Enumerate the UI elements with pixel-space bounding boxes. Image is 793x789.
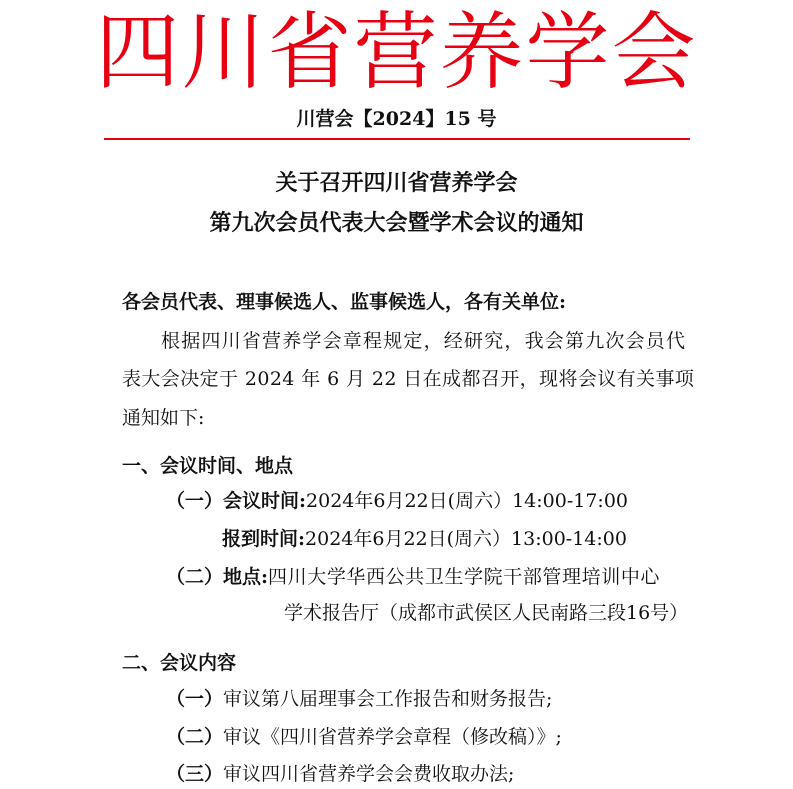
item1-prefix: （一） xyxy=(166,490,224,512)
section1-heading: 一、会议时间、地点 xyxy=(122,455,294,477)
intro-line2: 表大会决定于 2024 年 6 月 22 日在成都召开，现将会议有关事项 xyxy=(122,368,695,390)
item1b-label: 报到时间: xyxy=(222,528,306,550)
item2-prefix: （二） xyxy=(166,566,224,588)
letterhead-rule xyxy=(104,138,690,140)
item2-label: 地点: xyxy=(223,566,269,588)
item-prefix: （三） xyxy=(166,763,224,785)
section2-item xyxy=(166,761,514,787)
section1-item2 xyxy=(166,564,660,590)
item-text: 审议《四川省营养学会章程（修改稿）》; xyxy=(223,726,562,748)
item2-value-line1: 四川大学华西公共卫生学院干部管理培训中心 xyxy=(268,566,661,588)
document-number: 川营会【2024】15 号 xyxy=(296,108,497,130)
section2-item xyxy=(166,686,552,712)
intro-line3: 通知如下: xyxy=(122,407,205,429)
section2-item xyxy=(166,724,562,750)
item-prefix: （二） xyxy=(166,726,224,748)
item1-label: 会议时间: xyxy=(223,490,307,512)
notice-title-line1: 关于召开四川省营养学会 xyxy=(275,170,518,196)
section1-item1 xyxy=(166,488,628,514)
item1b-value: 2024年6月22日(周六）13:00-14:00 xyxy=(305,528,627,550)
item1-value: 2024年6月22日(周六）14:00-17:00 xyxy=(306,490,628,512)
item-text: 审议四川省营养学会会费收取办法; xyxy=(223,763,515,785)
section2-heading: 二、会议内容 xyxy=(122,652,237,674)
section1-item1b xyxy=(222,526,627,552)
letterhead-title: 四川省营养学会 xyxy=(95,3,698,101)
salutation: 各会员代表、理事候选人、监事候选人，各有关单位: xyxy=(122,291,567,313)
item2-value-line2: 学术报告厅（成都市武侯区人民南路三段16号） xyxy=(284,602,689,624)
item-prefix: （一） xyxy=(166,688,224,710)
notice-title-line2: 第九次会员代表大会暨学术会议的通知 xyxy=(209,210,584,236)
item-text: 审议第八届理事会工作报告和财务报告; xyxy=(223,688,553,710)
intro-line1: 根据四川省营养学会章程规定，经研究，我会第九次会员代 xyxy=(161,330,687,352)
